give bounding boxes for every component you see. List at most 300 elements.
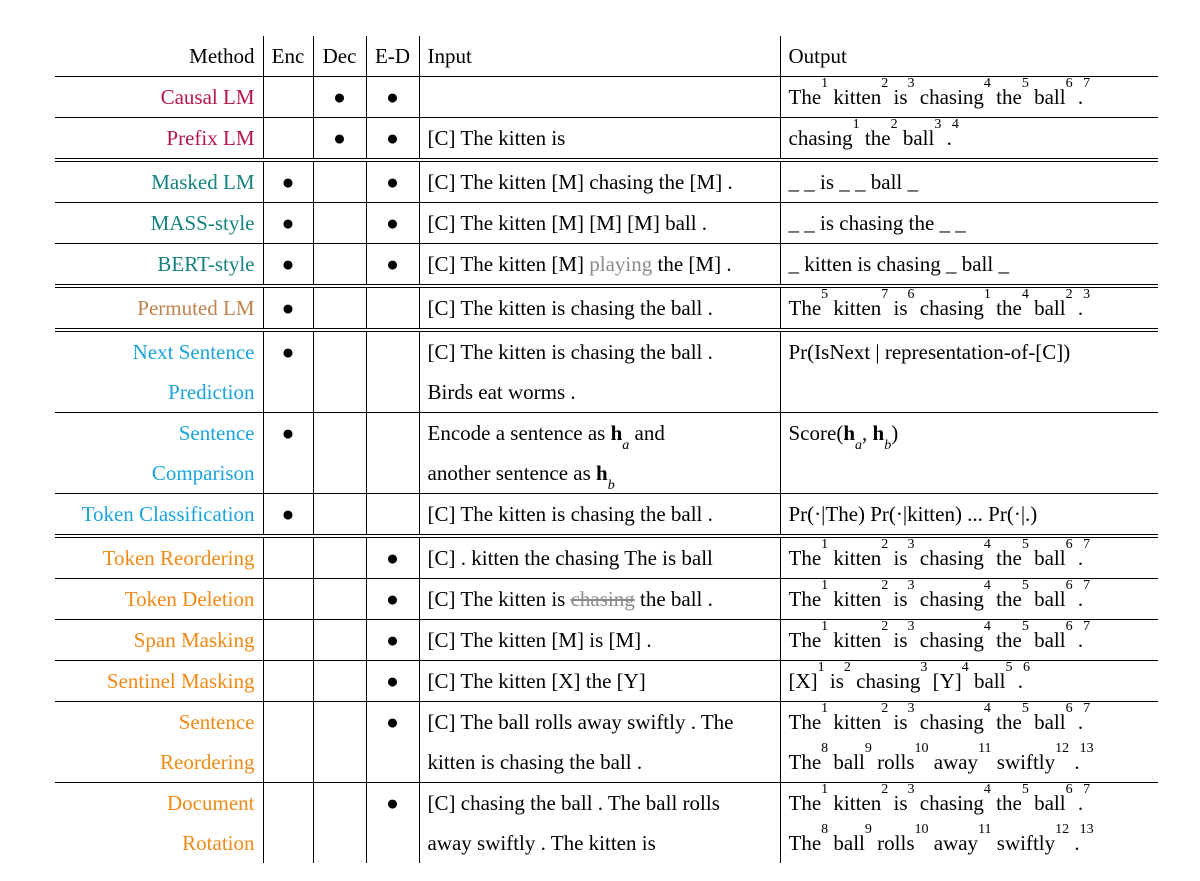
- output-line: [789, 783, 1151, 823]
- token-index: 3: [1083, 287, 1091, 302]
- output-token: The: [788, 831, 822, 855]
- token-index: 5: [1021, 537, 1029, 552]
- output-cell: _ kitten is chasing _ ball _: [780, 244, 1158, 287]
- marker: ●: [386, 669, 399, 693]
- input-cell: [419, 702, 780, 783]
- token-index: 2: [843, 660, 851, 675]
- table-row: [55, 118, 1158, 161]
- input-text: the ball .: [640, 587, 713, 611]
- output-token: chasing: [919, 791, 984, 815]
- output-token: is: [893, 710, 908, 734]
- ed-cell: [366, 702, 419, 783]
- ed-cell: [366, 160, 419, 203]
- input-line: [C] chasing the ball . The ball rolls: [427, 791, 720, 815]
- method-cell: [55, 330, 263, 413]
- output-token: kitten: [833, 791, 882, 815]
- output-cell: [780, 579, 1158, 620]
- output-token: the: [996, 628, 1022, 652]
- input-cell: [C] . kitten the chasing The is ball: [419, 536, 780, 579]
- output-token: ball: [973, 669, 1006, 693]
- output-cell: _ _ is _ _ ball _: [780, 160, 1158, 203]
- output-token: .: [1077, 791, 1084, 815]
- token-index: 5: [1021, 701, 1029, 716]
- token-index: 5: [1021, 619, 1029, 634]
- token-index: 10: [914, 822, 929, 837]
- table-row: [55, 160, 1158, 203]
- input-text: [C] The kitten [M]: [427, 252, 584, 276]
- table-row: [55, 244, 1158, 287]
- ed-cell: [366, 494, 419, 537]
- output-token: chasing: [919, 710, 984, 734]
- vector-h: h: [610, 421, 623, 445]
- input-cell: [419, 413, 780, 494]
- output-token: rolls: [877, 831, 915, 855]
- method-cell: Sentinel Masking: [55, 661, 263, 702]
- output-token: chasing: [919, 85, 984, 109]
- ed-cell: [366, 661, 419, 702]
- table-row: [55, 783, 1158, 864]
- output-token: rolls: [877, 750, 915, 774]
- output-cell: [780, 702, 1158, 783]
- output-token: kitten: [833, 546, 882, 570]
- marker: ●: [281, 170, 295, 194]
- output-token: chasing: [919, 628, 984, 652]
- token-index: 1: [821, 76, 829, 91]
- input-line: away swiftly . The kitten is: [427, 831, 656, 855]
- marker: ●: [281, 296, 295, 320]
- token-index: 5: [1021, 782, 1029, 797]
- input-cell: [419, 783, 780, 864]
- token-index: 4: [951, 117, 959, 132]
- output-token: ball: [833, 750, 865, 774]
- subscript: a: [622, 438, 630, 453]
- output-token: away: [933, 750, 979, 774]
- token-index: 6: [1065, 782, 1073, 797]
- method-cell: Token Classification: [55, 494, 263, 537]
- dec-cell: [313, 118, 366, 161]
- method-line: Rotation: [182, 831, 255, 855]
- method-line: Prediction: [168, 380, 255, 404]
- table-row: [55, 579, 1158, 620]
- table-row: [55, 286, 1158, 330]
- token-index: 1: [821, 578, 829, 593]
- token-index: 3: [907, 578, 915, 593]
- token-index: 8: [821, 822, 829, 837]
- output-token: is: [829, 669, 844, 693]
- method-cell: Span Masking: [55, 620, 263, 661]
- header-input: Input: [419, 36, 780, 77]
- output-token: [X]: [788, 669, 818, 693]
- output-token: is: [893, 296, 908, 320]
- ed-cell: [366, 620, 419, 661]
- token-index: 5: [1005, 660, 1013, 675]
- marker: ●: [386, 791, 399, 815]
- token-index: 6: [1065, 537, 1073, 552]
- output-token: the: [996, 296, 1022, 320]
- token-index: 12: [1055, 741, 1070, 756]
- marker: ●: [281, 502, 295, 526]
- input-text: another sentence as: [427, 461, 591, 485]
- header-dec: Dec: [313, 36, 366, 77]
- dec-cell: [313, 286, 366, 330]
- input-line: Birds eat worms .: [427, 380, 576, 404]
- token-index: 6: [1065, 619, 1073, 634]
- enc-cell: [263, 413, 313, 494]
- method-line: Document: [167, 791, 255, 815]
- token-index: 4: [983, 619, 991, 634]
- marker: ●: [386, 85, 399, 109]
- marker: ●: [386, 126, 399, 150]
- output-token: the: [864, 126, 891, 150]
- token-index: 7: [881, 287, 889, 302]
- ed-cell: [366, 203, 419, 244]
- header-enc: Enc: [263, 36, 313, 77]
- table-row: [55, 77, 1158, 118]
- input-cell: [C] The kitten [M] [M] [M] ball .: [419, 203, 780, 244]
- output-token: The: [788, 791, 822, 815]
- token-index: 13: [1079, 822, 1094, 837]
- vector-h: h: [872, 421, 885, 445]
- dec-cell: [313, 783, 366, 864]
- token-index: 4: [983, 537, 991, 552]
- output-token: The: [788, 587, 822, 611]
- method-cell: [55, 783, 263, 864]
- table-row: [55, 536, 1158, 579]
- output-cell: [780, 286, 1158, 330]
- output-token: ball: [902, 126, 935, 150]
- token-index: 1: [821, 701, 829, 716]
- method-line: Next Sentence: [132, 340, 255, 364]
- output-token: ball: [1034, 710, 1066, 734]
- token-index: 1: [821, 782, 829, 797]
- input-cell: [C] The kitten [M] chasing the [M] .: [419, 160, 780, 203]
- token-index: 13: [1079, 741, 1094, 756]
- token-index: 4: [983, 578, 991, 593]
- dec-cell: [313, 413, 366, 494]
- ed-cell: [366, 286, 419, 330]
- token-index: 2: [881, 537, 889, 552]
- token-index: 4: [983, 782, 991, 797]
- output-token: the: [996, 587, 1022, 611]
- marker: ●: [386, 710, 399, 734]
- table-row: [55, 203, 1158, 244]
- dec-cell: [313, 160, 366, 203]
- ed-cell: [366, 783, 419, 864]
- enc-cell: [263, 118, 313, 161]
- input-text: Encode a sentence as: [427, 421, 606, 445]
- output-token: The: [788, 296, 822, 320]
- token-index: 3: [907, 537, 915, 552]
- dec-cell: [313, 579, 366, 620]
- output-token: .: [1074, 750, 1080, 774]
- dec-cell: [313, 77, 366, 118]
- output-token: kitten: [833, 296, 882, 320]
- token-index: 10: [914, 741, 929, 756]
- output-token: chasing: [919, 587, 984, 611]
- output-cell: Pr(IsNext | representation-of-[C]): [780, 330, 1158, 413]
- output-token: ball: [1034, 85, 1066, 109]
- output-line: [789, 702, 1151, 742]
- output-token: ball: [1034, 296, 1066, 320]
- ed-cell: [366, 536, 419, 579]
- token-index: 4: [1021, 287, 1029, 302]
- method-line: Reordering: [160, 750, 255, 774]
- dec-cell: [313, 203, 366, 244]
- replaced-token: playing: [589, 252, 653, 276]
- ed-cell: [366, 118, 419, 161]
- table-row: [55, 330, 1158, 413]
- method-cell: MASS-style: [55, 203, 263, 244]
- token-index: 7: [1083, 782, 1091, 797]
- output-token: is: [893, 546, 908, 570]
- token-index: 8: [821, 741, 829, 756]
- output-token: the: [996, 546, 1022, 570]
- token-index: 6: [1065, 76, 1073, 91]
- output-token: The: [788, 85, 822, 109]
- output-token: .: [1077, 296, 1084, 320]
- method-line: Comparison: [151, 461, 255, 485]
- input-line: [C] The ball rolls away swiftly . The: [427, 710, 734, 734]
- marker: ●: [281, 252, 295, 276]
- output-token: is: [893, 791, 908, 815]
- table-row: [55, 620, 1158, 661]
- enc-cell: [263, 330, 313, 413]
- input-cell: [419, 77, 780, 118]
- token-index: 4: [961, 660, 969, 675]
- token-index: 7: [1083, 537, 1091, 552]
- method-cell: Masked LM: [55, 160, 263, 203]
- output-token: is: [893, 628, 908, 652]
- output-cell: [780, 118, 1158, 161]
- marker: ●: [281, 211, 295, 235]
- marker: ●: [281, 340, 295, 364]
- token-index: 12: [1055, 822, 1070, 837]
- dec-cell: [313, 702, 366, 783]
- output-token: .: [1074, 831, 1080, 855]
- method-cell: Token Reordering: [55, 536, 263, 579]
- method-cell: [55, 702, 263, 783]
- output-cell: Pr(·|The) Pr(·|kitten) ... Pr(·|.): [780, 494, 1158, 537]
- output-cell: [780, 536, 1158, 579]
- output-token: .: [1077, 546, 1084, 570]
- output-token: .: [1077, 85, 1084, 109]
- output-token: the: [996, 710, 1022, 734]
- deleted-token: chasing: [570, 587, 635, 611]
- input-cell: [419, 579, 780, 620]
- table-row: [55, 702, 1158, 783]
- ed-cell: [366, 244, 419, 287]
- output-token: kitten: [833, 710, 882, 734]
- methods-table: [55, 36, 1158, 863]
- vector-h: h: [843, 421, 855, 445]
- token-index: 1: [817, 660, 825, 675]
- token-index: 3: [907, 619, 915, 634]
- output-token: The: [788, 710, 822, 734]
- token-index: 7: [1083, 578, 1091, 593]
- enc-cell: [263, 620, 313, 661]
- marker: ●: [386, 628, 399, 652]
- enc-cell: [263, 244, 313, 287]
- enc-cell: [263, 661, 313, 702]
- method-line: Sentence: [178, 710, 255, 734]
- input-line: kitten is chasing the ball .: [427, 750, 643, 774]
- marker: ●: [333, 85, 346, 109]
- token-index: 2: [881, 701, 889, 716]
- token-index: 6: [1022, 660, 1030, 675]
- dec-cell: [313, 330, 366, 413]
- token-index: 2: [881, 76, 889, 91]
- input-cell: [C] The kitten is chasing the ball .: [419, 286, 780, 330]
- output-token: .: [1077, 628, 1084, 652]
- table-row: [55, 413, 1158, 494]
- output-token: swiftly: [996, 831, 1056, 855]
- input-text: [C] The kitten is: [427, 587, 566, 611]
- token-index: 9: [864, 741, 872, 756]
- header-output: Output: [780, 36, 1158, 77]
- token-index: 5: [1021, 578, 1029, 593]
- header-ed: E-D: [366, 36, 419, 77]
- marker: ●: [386, 546, 399, 570]
- token-index: 6: [907, 287, 915, 302]
- output-line: [789, 823, 1151, 863]
- token-index: 7: [1083, 76, 1091, 91]
- output-token: swiftly: [996, 750, 1056, 774]
- enc-cell: [263, 203, 313, 244]
- marker: ●: [281, 421, 295, 445]
- token-index: 7: [1083, 701, 1091, 716]
- token-index: 2: [881, 782, 889, 797]
- output-token: the: [996, 85, 1022, 109]
- ed-cell: [366, 77, 419, 118]
- output-token: [Y]: [932, 669, 962, 693]
- output-token: kitten: [833, 587, 882, 611]
- output-token: chasing: [919, 296, 984, 320]
- dec-cell: [313, 536, 366, 579]
- output-token: .: [1077, 710, 1084, 734]
- output-token: The: [788, 750, 822, 774]
- output-token: ball: [1034, 628, 1066, 652]
- input-cell: [419, 244, 780, 287]
- token-index: 2: [881, 619, 889, 634]
- input-text: the [M] .: [657, 252, 732, 276]
- token-index: 3: [934, 117, 942, 132]
- enc-cell: [263, 783, 313, 864]
- output-token: is: [893, 587, 908, 611]
- table-row: [55, 494, 1158, 537]
- ed-cell: [366, 579, 419, 620]
- subscript: b: [607, 478, 615, 493]
- enc-cell: [263, 702, 313, 783]
- output-cell: [780, 783, 1158, 864]
- header-method: Method: [55, 36, 263, 77]
- output-token: The: [788, 546, 822, 570]
- token-index: 3: [907, 782, 915, 797]
- token-index: 1: [821, 537, 829, 552]
- token-index: 3: [907, 76, 915, 91]
- enc-cell: [263, 77, 313, 118]
- token-index: 1: [852, 117, 860, 132]
- token-index: 5: [1021, 76, 1029, 91]
- token-index: 11: [978, 822, 992, 837]
- output-cell: _ _ is chasing the _ _: [780, 203, 1158, 244]
- input-cell: [C] The kitten is chasing the ball .: [419, 494, 780, 537]
- output-token: .: [946, 126, 952, 150]
- output-text: ): [891, 421, 899, 445]
- token-index: 1: [983, 287, 991, 302]
- input-text: and: [634, 421, 665, 445]
- input-cell: [C] The kitten [M] is [M] .: [419, 620, 780, 661]
- marker: ●: [386, 252, 399, 276]
- output-cell: [780, 661, 1158, 702]
- output-token: ball: [1034, 587, 1066, 611]
- token-index: 1: [821, 619, 829, 634]
- dec-cell: [313, 661, 366, 702]
- table-row: [55, 661, 1158, 702]
- method-cell: [55, 413, 263, 494]
- token-index: 9: [864, 822, 872, 837]
- enc-cell: [263, 286, 313, 330]
- token-index: 4: [983, 76, 991, 91]
- token-index: 2: [890, 117, 898, 132]
- output-cell: [780, 620, 1158, 661]
- output-token: chasing: [856, 669, 921, 693]
- output-token: .: [1077, 587, 1084, 611]
- output-cell: Score(ha, hb): [780, 413, 1158, 494]
- token-index: 5: [821, 287, 829, 302]
- ed-cell: [366, 330, 419, 413]
- token-index: 3: [920, 660, 928, 675]
- enc-cell: [263, 494, 313, 537]
- output-text: Score(: [788, 421, 844, 445]
- method-cell: BERT-style: [55, 244, 263, 287]
- method-cell: Prefix LM: [55, 118, 263, 161]
- token-index: 6: [1065, 701, 1073, 716]
- output-token: the: [996, 791, 1022, 815]
- marker: ●: [386, 587, 399, 611]
- ed-cell: [366, 413, 419, 494]
- marker: ●: [386, 170, 399, 194]
- output-token: .: [1017, 669, 1023, 693]
- method-cell: Permuted LM: [55, 286, 263, 330]
- enc-cell: [263, 536, 313, 579]
- output-line: [789, 742, 1151, 782]
- enc-cell: [263, 579, 313, 620]
- dec-cell: [313, 494, 366, 537]
- token-index: 2: [1065, 287, 1073, 302]
- output-token: is: [893, 85, 908, 109]
- header-row: [55, 36, 1158, 77]
- vector-h: h: [596, 461, 608, 485]
- output-cell: [780, 77, 1158, 118]
- input-cell: [C] The kitten [X] the [Y]: [419, 661, 780, 702]
- input-cell: [C] The kitten is: [419, 118, 780, 161]
- method-line: Sentence: [178, 421, 255, 445]
- output-token: kitten: [833, 85, 882, 109]
- token-index: 11: [978, 741, 992, 756]
- subscript: a: [855, 438, 862, 453]
- token-index: 4: [983, 701, 991, 716]
- token-index: 2: [881, 578, 889, 593]
- output-token: ball: [833, 831, 865, 855]
- marker: ●: [386, 211, 399, 235]
- token-index: 3: [907, 701, 915, 716]
- output-token: kitten: [833, 628, 882, 652]
- token-index: 7: [1083, 619, 1091, 634]
- method-cell: Causal LM: [55, 77, 263, 118]
- subscript: b: [884, 438, 892, 453]
- output-token: ball: [1034, 791, 1066, 815]
- output-token: The: [788, 628, 822, 652]
